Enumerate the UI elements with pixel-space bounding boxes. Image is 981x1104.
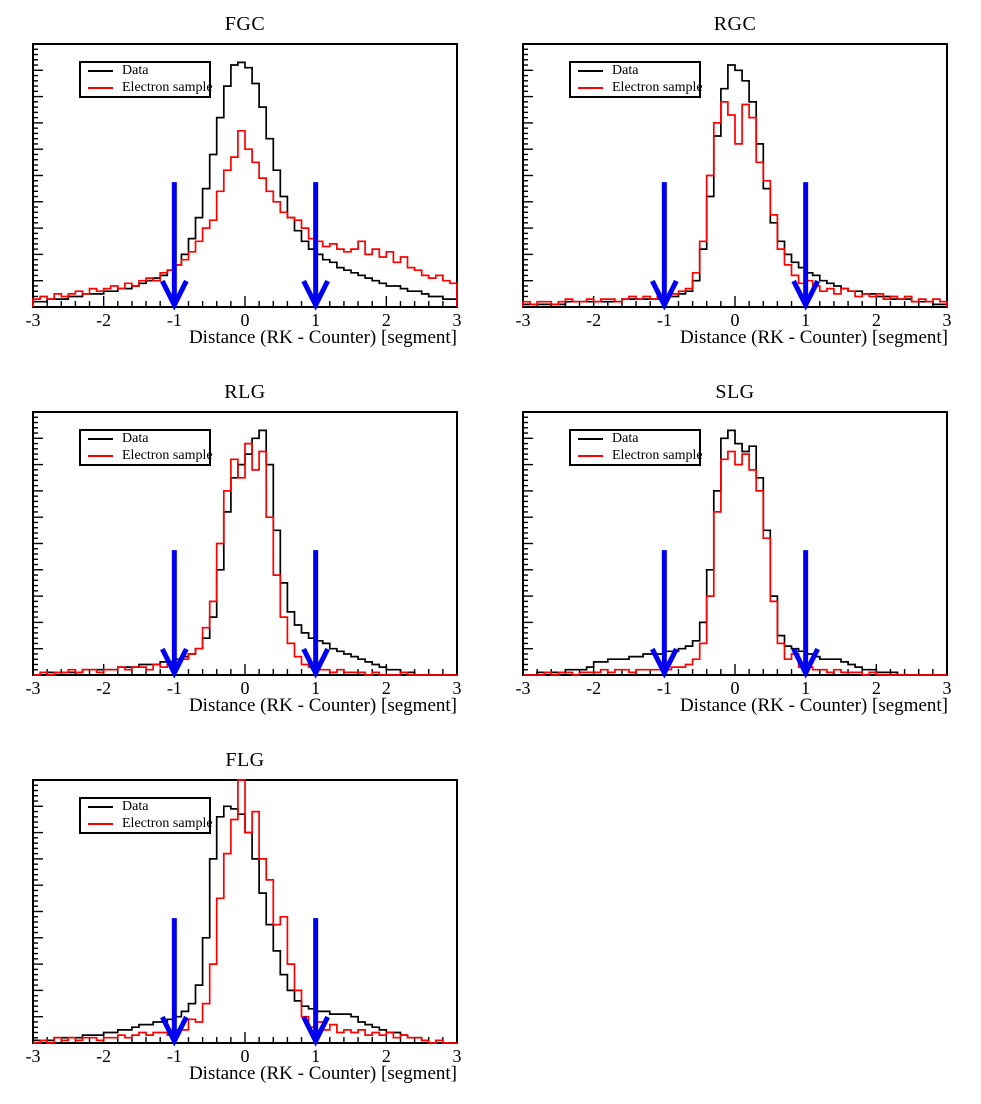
legend-entry-electron	[81, 80, 213, 95]
x-axis-title: Distance (RK - Counter) [segment]	[679, 695, 948, 716]
svg-text:2: 2	[381, 1046, 391, 1066]
svg-text:1: 1	[801, 310, 811, 330]
legend-entry-data	[571, 432, 699, 446]
x-axis-title: Distance (RK - Counter) [segment]	[188, 1063, 457, 1084]
histogram-plot-flg	[0, 736, 490, 1104]
empty-cell	[490, 736, 981, 1104]
histogram-plot-rgc	[490, 0, 980, 368]
cell-row2-col2	[490, 368, 981, 736]
svg-text:0: 0	[240, 1046, 250, 1066]
x-axis-title: Distance (RK - Counter) [segment]	[679, 327, 948, 348]
svg-text:-2: -2	[586, 310, 602, 330]
svg-text:-1: -1	[656, 678, 672, 698]
legend-entry-electron	[81, 448, 213, 463]
svg-text:1: 1	[311, 310, 321, 330]
data-series-swatch	[88, 438, 113, 440]
data-series-swatch	[578, 70, 603, 72]
svg-text:-3: -3	[25, 1046, 41, 1066]
panel-title-rgc: RGC	[713, 13, 757, 35]
svg-text:3: 3	[942, 310, 952, 330]
legend-label-data: Data	[612, 63, 639, 78]
histogram-panel-rgc	[490, 0, 981, 368]
svg-text:3: 3	[452, 678, 462, 698]
legend-label-electron: Electron sample	[122, 80, 213, 95]
svg-text:0: 0	[240, 310, 250, 330]
legend-label-electron: Electron sample	[122, 816, 213, 831]
svg-text:2: 2	[381, 310, 391, 330]
panel-title-fgc: FGC	[224, 13, 266, 35]
legend-label-electron: Electron sample	[122, 448, 213, 463]
svg-text:-2: -2	[96, 310, 112, 330]
svg-text:1: 1	[311, 1046, 321, 1066]
cell-row3-col1	[0, 736, 490, 1104]
legend-label-electron: Electron sample	[612, 448, 703, 463]
svg-text:-1: -1	[166, 1046, 182, 1066]
legend-label-data: Data	[612, 431, 639, 446]
legend-label-data: Data	[122, 799, 149, 814]
legend-label-data: Data	[122, 431, 149, 446]
histogram-panel-fgc	[0, 0, 490, 368]
histogram-plot-rlg	[0, 368, 490, 736]
legend-entry-data	[571, 64, 699, 78]
svg-text:-1: -1	[656, 310, 672, 330]
panel-title-slg: SLG	[715, 381, 755, 403]
cell-row1-col2	[490, 0, 981, 368]
electron-series-swatch	[578, 87, 603, 89]
legend-entry-electron	[81, 816, 213, 831]
svg-text:1: 1	[311, 678, 321, 698]
svg-text:2: 2	[871, 310, 881, 330]
svg-text:-2: -2	[586, 678, 602, 698]
legend-entry-electron	[571, 80, 703, 95]
svg-text:2: 2	[871, 678, 881, 698]
svg-text:-3: -3	[25, 310, 41, 330]
x-axis-title: Distance (RK - Counter) [segment]	[188, 695, 457, 716]
legend-entry-data	[81, 432, 209, 446]
legend-label-data: Data	[122, 63, 149, 78]
legend-entry-electron	[571, 448, 703, 463]
electron-series-swatch	[578, 455, 603, 457]
x-axis-title: Distance (RK - Counter) [segment]	[188, 327, 457, 348]
svg-text:2: 2	[381, 678, 391, 698]
data-series-swatch	[88, 70, 113, 72]
legend-box	[79, 797, 211, 834]
svg-text:0: 0	[730, 310, 740, 330]
svg-text:-1: -1	[166, 310, 182, 330]
legend-box	[79, 61, 211, 98]
svg-text:1: 1	[801, 678, 811, 698]
svg-text:-3: -3	[25, 678, 41, 698]
electron-series-swatch	[88, 823, 113, 825]
panel-title-rlg: RLG	[224, 381, 266, 403]
legend-box	[569, 429, 701, 466]
svg-text:0: 0	[240, 678, 250, 698]
svg-text:0: 0	[730, 678, 740, 698]
cell-row2-col1	[0, 368, 490, 736]
electron-series-swatch	[88, 87, 113, 89]
histogram-panel-slg	[490, 368, 981, 736]
histogram-panel-rlg	[0, 368, 490, 736]
panel-title-flg: FLG	[225, 749, 265, 771]
svg-text:-2: -2	[96, 1046, 112, 1066]
svg-text:3: 3	[942, 678, 952, 698]
electron-series-swatch	[88, 455, 113, 457]
data-series-swatch	[88, 806, 113, 808]
legend-entry-data	[81, 64, 209, 78]
legend-entry-data	[81, 800, 209, 814]
legend-label-electron: Electron sample	[612, 80, 703, 95]
cell-row1-col1	[0, 0, 490, 368]
histogram-plot-slg	[490, 368, 980, 736]
legend-box	[569, 61, 701, 98]
svg-text:3: 3	[452, 310, 462, 330]
histogram-panel-flg	[0, 736, 490, 1104]
histogram-plot-fgc	[0, 0, 490, 368]
legend-box	[79, 429, 211, 466]
svg-text:-3: -3	[515, 678, 531, 698]
svg-text:-1: -1	[166, 678, 182, 698]
data-series-swatch	[578, 438, 603, 440]
svg-text:3: 3	[452, 1046, 462, 1066]
svg-text:-3: -3	[515, 310, 531, 330]
svg-text:-2: -2	[96, 678, 112, 698]
